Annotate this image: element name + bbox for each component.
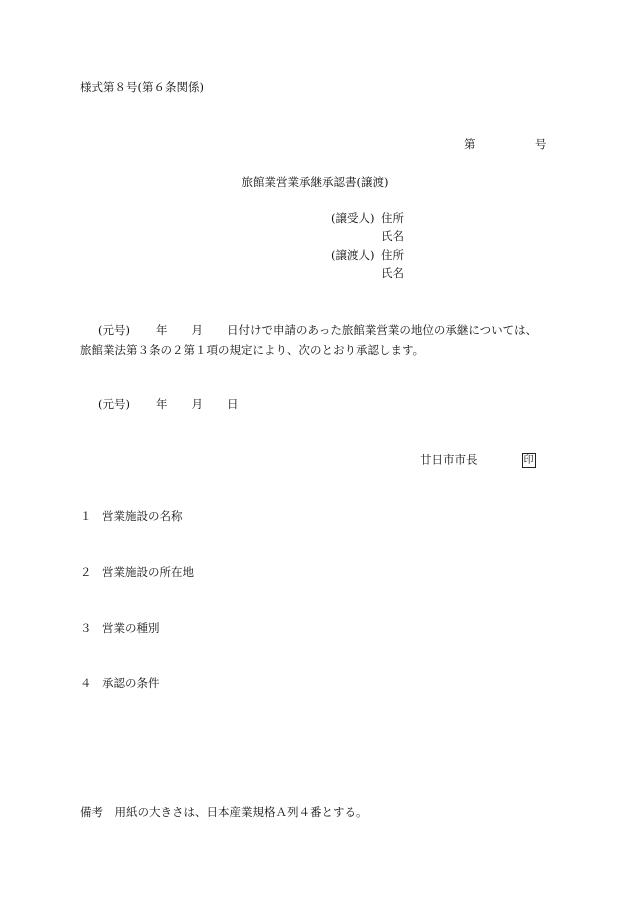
item-label: 営業の種別 xyxy=(102,621,160,635)
body-text-1: 日付けで申請のあった旅館業営業の地位の承継については、 xyxy=(226,323,538,337)
transferee-address-label: 住所 xyxy=(381,211,404,225)
list-item xyxy=(80,677,160,691)
list-item xyxy=(80,622,160,636)
list-item xyxy=(80,510,183,524)
item-label: 営業施設の名称 xyxy=(102,509,183,523)
transferee-label: (譲受人) xyxy=(331,211,375,225)
body-year: 年 xyxy=(155,323,168,337)
document-title: 旅館業営業承継承認書(譲渡) xyxy=(241,175,389,189)
body-paragraph-line-1 xyxy=(80,324,560,338)
body-paragraph-line-2: 旅館業法第３条の２第１項の規定により、次のとおり承認します。 xyxy=(80,343,425,357)
item-number: ３ xyxy=(80,621,92,635)
item-number: ２ xyxy=(80,565,92,579)
document-number-suffix: 号 xyxy=(535,137,547,151)
remark-note: 備考 用紙の大きさは、日本産業規格Ａ列４番とする。 xyxy=(80,805,368,819)
date-month: 月 xyxy=(191,397,203,411)
transferor-name-label: 氏名 xyxy=(381,266,404,280)
list-item xyxy=(80,566,194,580)
date-year: 年 xyxy=(155,397,168,411)
transferor-label: (譲渡人) xyxy=(331,248,375,262)
issuer-title: 廿日市市長 xyxy=(420,452,478,467)
body-era: (元号) xyxy=(98,323,130,337)
document-number-prefix: 第 xyxy=(464,137,476,151)
item-label: 営業施設の所在地 xyxy=(102,565,194,579)
transferee-name-label: 氏名 xyxy=(381,229,404,243)
item-number: ４ xyxy=(80,676,92,690)
date-era: (元号) xyxy=(98,397,130,411)
body-month: 月 xyxy=(191,323,203,337)
item-number: １ xyxy=(80,509,92,523)
transferor-address-label: 住所 xyxy=(381,248,404,262)
date-day: 日 xyxy=(226,397,239,411)
issue-date-line xyxy=(80,398,238,412)
seal-mark: 印 xyxy=(523,455,534,466)
item-label: 承認の条件 xyxy=(102,676,160,690)
form-number: 様式第８号(第６条関係) xyxy=(80,80,204,94)
issuer-line xyxy=(420,453,536,468)
